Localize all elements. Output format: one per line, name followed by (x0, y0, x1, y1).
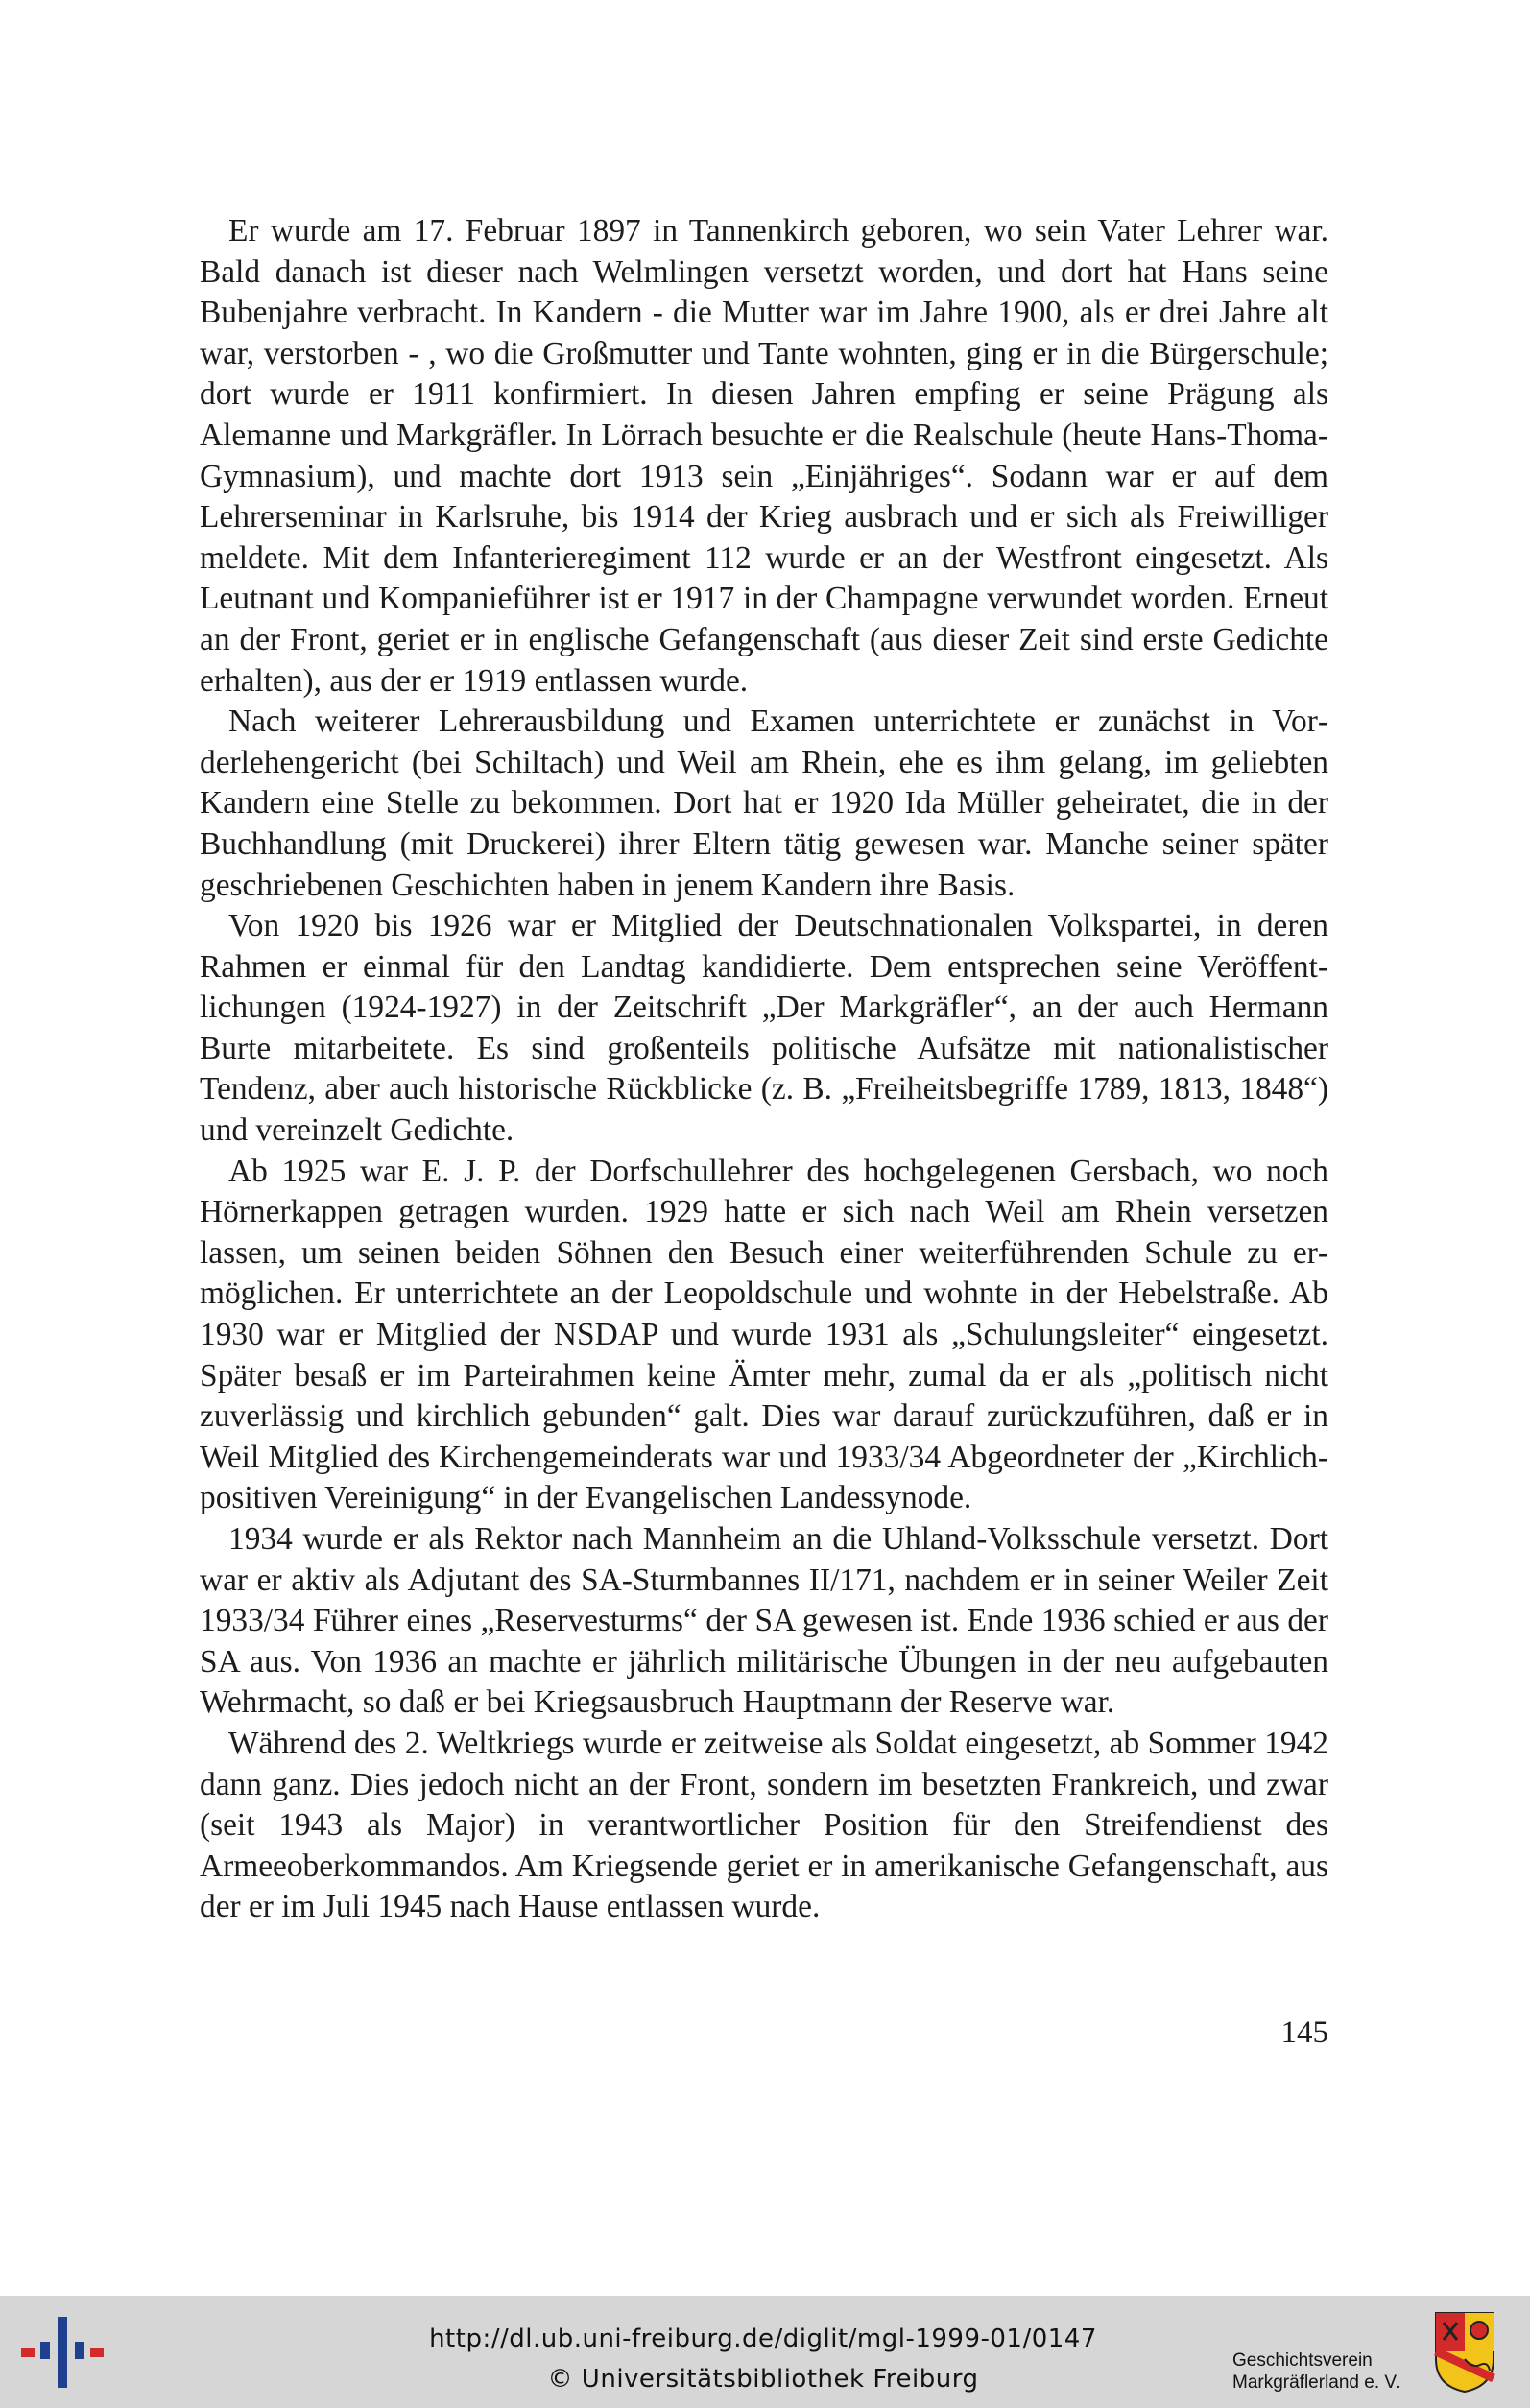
footer-bar (0, 2296, 1530, 2408)
society-name-line2: Markgräflerland e. V. (1232, 2372, 1400, 2393)
body-text (200, 211, 1328, 1928)
copyright-notice: © Universitätsbibliothek Freiburg (547, 2365, 979, 2394)
paragraph: Ab 1925 war E. J. P. der Dorfschullehrer des hochgelegenen Gersbach, wo noch Hörnerkappen getragen wurden. 1929 hatte er sich nach Weil am Rhein versetzen lassen, um seinen beiden Söhnen den Besuch einer weiterführenden Schule zu ermöglichen. Er unterrichtete an der Leopoldschule und wohnte in der Hebelstraße. Ab 1930 war er Mitglied der NSDAP und wurde 1931 als „Schulungsleiter“ eingesetzt. Später besaß er im Parteirahmen keine Ämter mehr, zumal da er als „politisch nicht zuverlässig und kirchlich gebunden“ galt. Dies war darauf zurückzuführen, daß er in Weil Mitglied des Kirchengemeinderats war und 1933/34 Abgeordneter der „Kirchlich-positiven Vereinigung“ in der Evangelischen Landessynode. (200, 1153, 1328, 1516)
coat-of-arms-icon (1434, 2311, 1495, 2394)
paragraph: Nach weiterer Lehrerausbildung und Examen unterrichtete er zunächst in Vorderlehengericht (bei Schiltach) und Weil am Rhein, ehe es ihm gelang, im geliebten Kandern eine Stelle zu bekommen. Dort hat er 1920 Ida Müller geheiratet, die in der Buchhandlung (mit Druckerei) ihrer Eltern tätig gewesen war. Manche seiner später geschriebenen Geschichten haben in jenem Kandern ihre Basis. (200, 703, 1328, 903)
society-name (1232, 2349, 1415, 2394)
paragraph: Er wurde am 17. Februar 1897 in Tannenkirch geboren, wo sein Vater Lehrer war. Bald danach ist dieser nach Welmlingen versetzt worden, und dort hat Hans seine Bubenjahre verbracht. In Kandern - die Mutter war im Jahre 1900, als er drei Jahre alt war, verstorben - , wo die Großmutter und Tante wohnten, ging er in die Bürgerschule; dort wurde er 1911 konfirmiert. In diesen Jahren empfing er seine Prägung als Alemanne und Markgräfler. In Lörrach besuchte er die Realschule (heute Hans-Thoma-Gymnasium), und machte dort 1913 sein „Einjähriges“. Sodann war er auf dem Lehrerseminar in Karlsruhe, bis 1914 der Krieg ausbrach und er sich als Freiwilliger meldete. Mit dem Infanterieregiment 112 wurde er an der Westfront eingesetzt. Als Leutnant und Kompanieführer ist er 1917 in der Champagne verwundet worden. Erneut an der Front, geriet er in englische Gefangenschaft (aus dieser Zeit sind erste Gedichte erhalten), aus der er 1919 entlassen wurde. (200, 213, 1328, 699)
page-number: 145 (1280, 2015, 1328, 2050)
paragraph: 1934 wurde er als Rektor nach Mannheim an die Uhland-Volksschule versetzt. Dort war er aktiv als Adjutant des SA-Sturmbannes II/171, nachdem er in seiner Weiler Zeit 1933/34 Führer eines „Reservesturms“ der SA gewesen ist. Ende 1936 schied er aus der SA aus. Von 1936 an machte er jährlich militärische Übungen in der neu aufgebauten Wehrmacht, so daß er bei Kriegsausbruch Hauptmann der Reserve war. (200, 1521, 1328, 1721)
paragraph: Während des 2. Weltkriegs wurde er zeitweise als Soldat eingesetzt, ab Sommer 1942 dann ganz. Dies jedoch nicht an der Front, sondern im besetzten Frankreich, und zwar (seit 1943 als Major) in verantwortlicher Position für den Streifendienst des Armeeoberkommandos. Am Kriegsende geriet er in amerikanische Gefangenschaft, aus der er im Juli 1945 nach Hause entlassen wurde. (200, 1725, 1328, 1925)
society-name-line1: Geschichtsverein (1232, 2350, 1373, 2371)
ub-freiburg-logo-icon (19, 2313, 106, 2392)
source-url[interactable]: http://dl.ub.uni-freiburg.de/diglit/mgl-1999-01/0147 (429, 2325, 1097, 2353)
paragraph: Von 1920 bis 1926 war er Mitglied der Deutschnationalen Volkspartei, in deren Rahmen er einmal für den Landtag kandidierte. Dem entsprechen seine Veröffentlichungen (1924-1927) in der Zeitschrift „Der Markgräfler“, an der auch Hermann Burte mitarbeitete. Es sind großenteils politische Aufsätze mit nationalistischer Tendenz, aber auch historische Rückblicke (z. B. „Freiheitsbegriffe 1789, 1813, 1848“) und vereinzelt Gedichte. (200, 908, 1328, 1149)
